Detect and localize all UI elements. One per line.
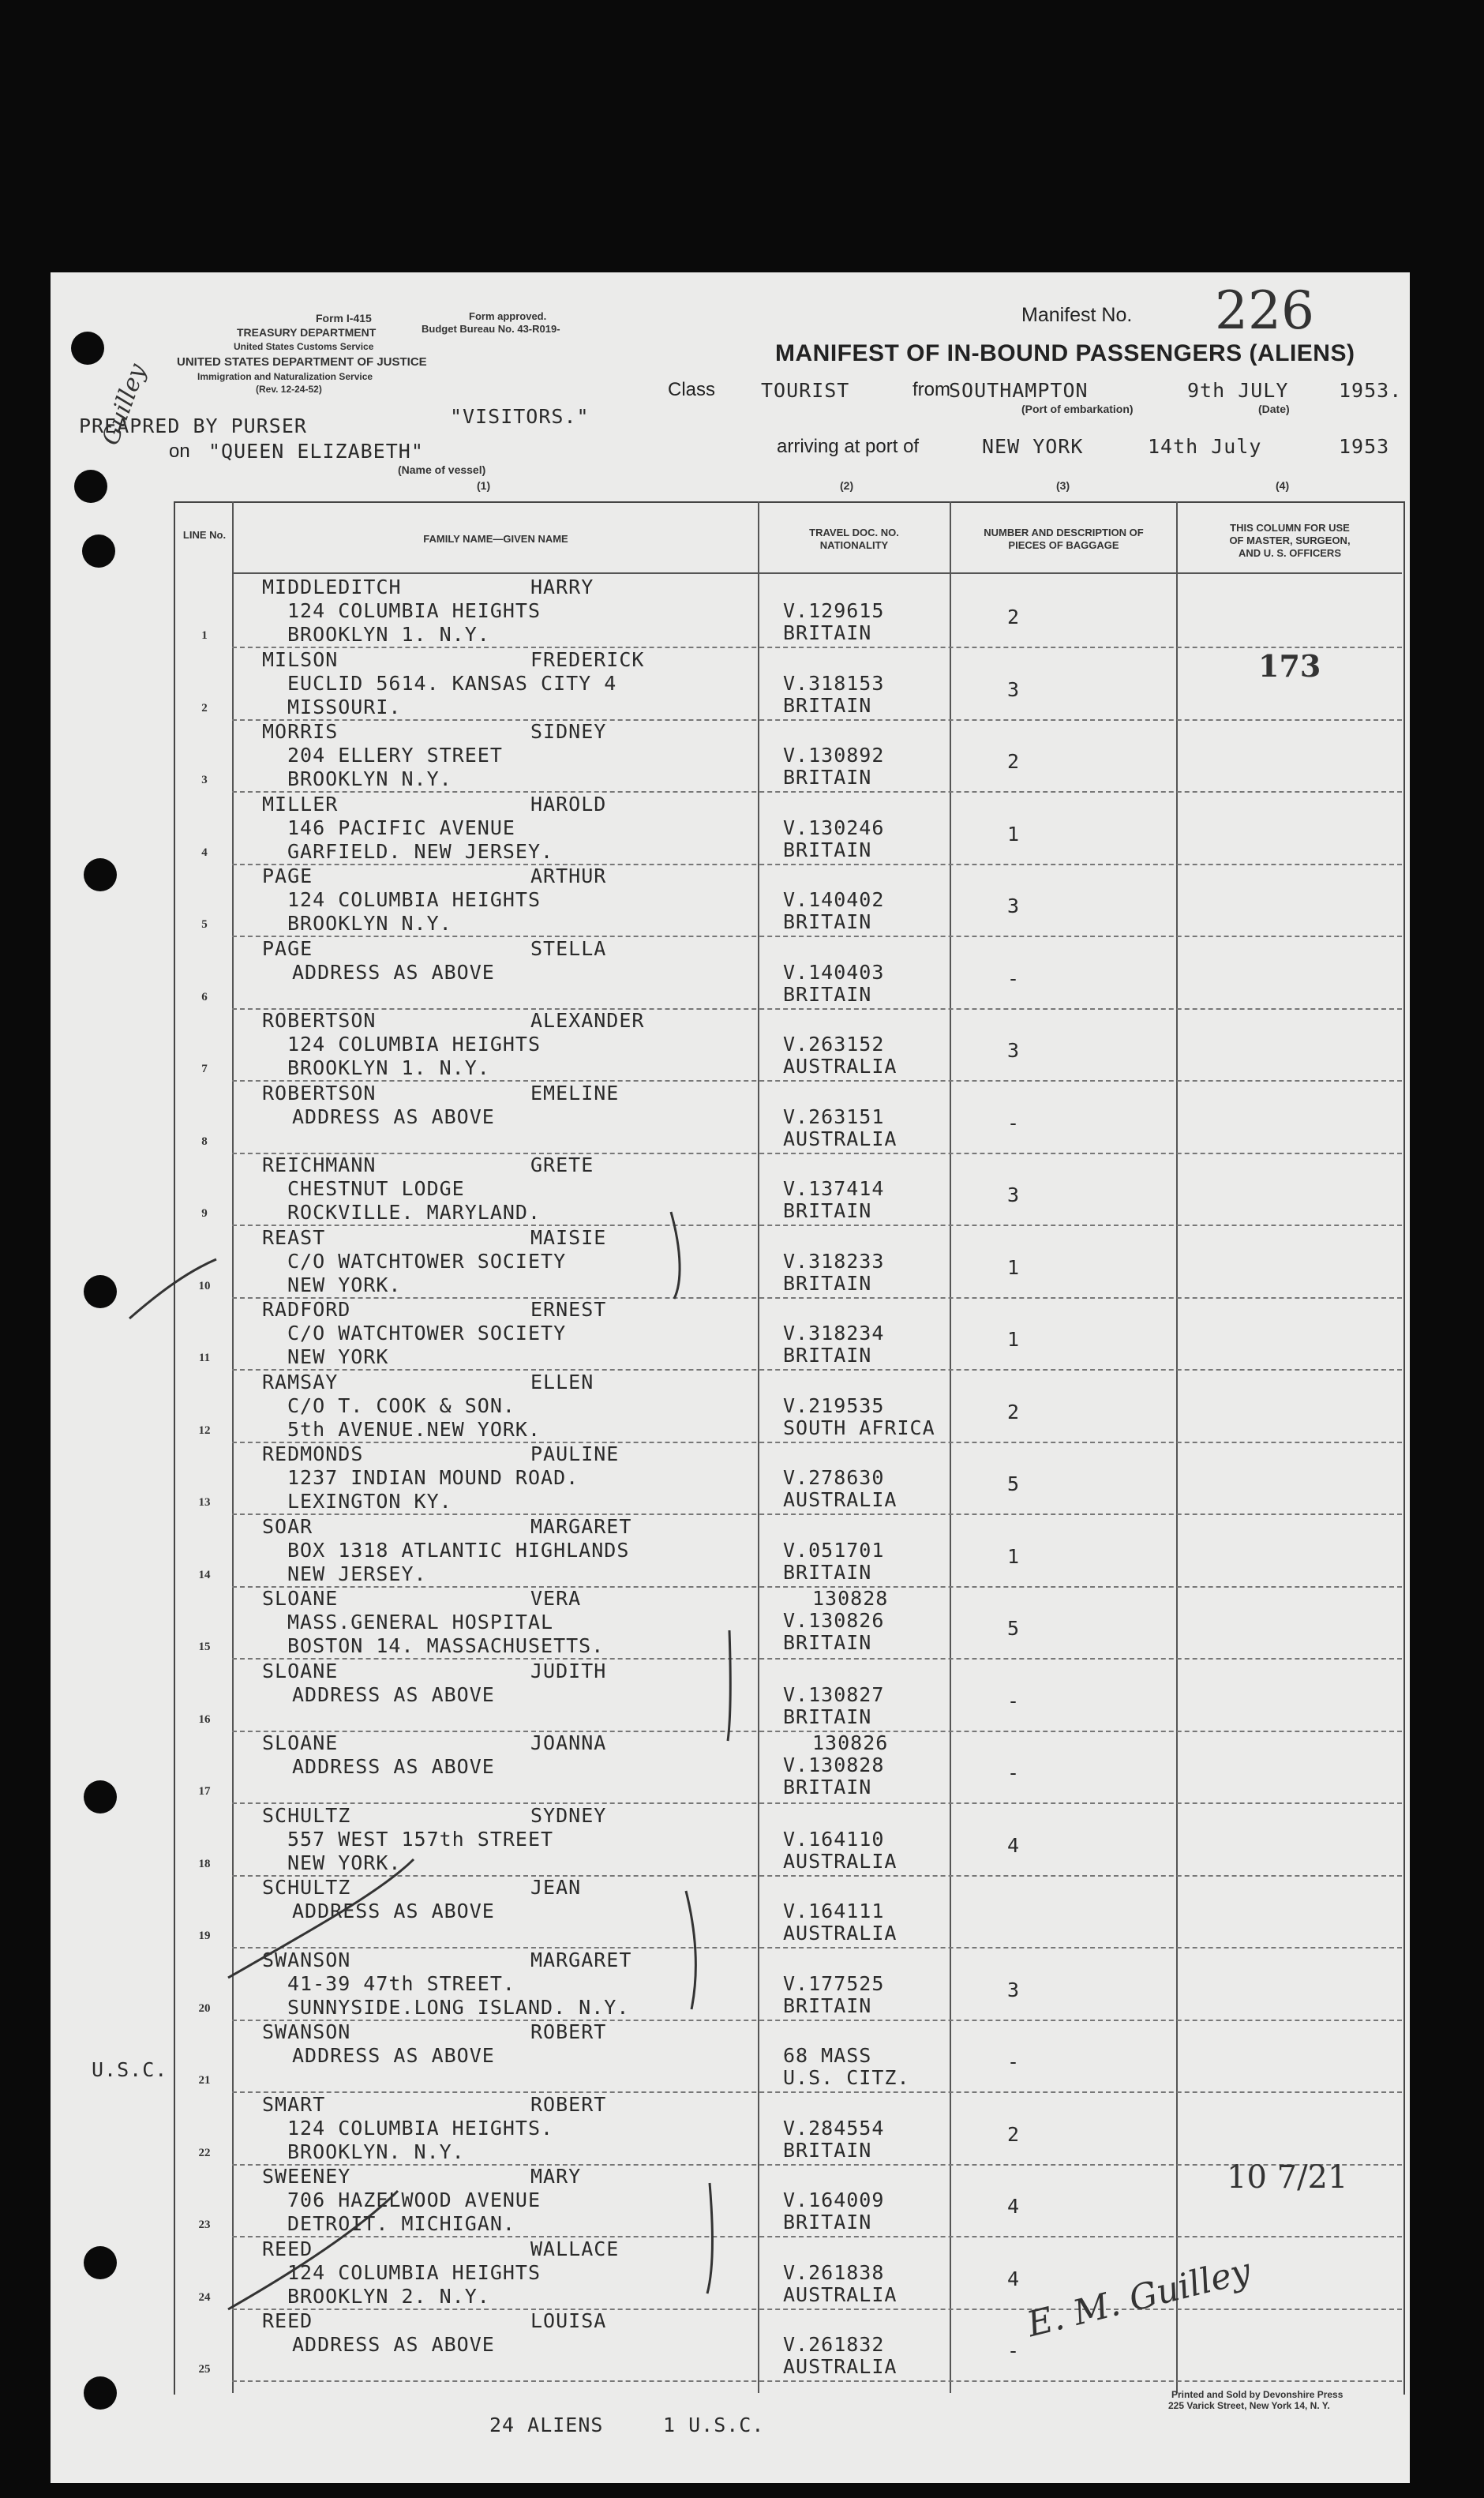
travel-doc-number: V.261832: [783, 2333, 885, 2356]
manifest-title: MANIFEST OF IN-BOUND PASSENGERS (ALIENS): [775, 340, 1355, 366]
baggage-count: 2: [1007, 750, 1021, 773]
line-number: 1: [201, 629, 208, 642]
printer-line-2: 225 Varick Street, New York 14, N. Y.: [1168, 2400, 1330, 2411]
arrival-port: NEW YORK: [982, 435, 1084, 458]
tick-mark: [707, 2183, 712, 2294]
travel-doc-number: V.263151: [783, 1105, 885, 1128]
given-name: HAROLD: [530, 793, 607, 816]
given-name: EMELINE: [530, 1082, 620, 1105]
address-line: EUCLID 5614. KANSAS CITY 4: [287, 672, 617, 695]
address-line: BROOKLYN N.Y.: [287, 767, 452, 790]
family-name: MORRIS: [262, 720, 339, 743]
check-mark: [228, 2191, 398, 2309]
usc-margin-note: U.S.C.: [92, 2058, 168, 2081]
baggage-count: 5: [1007, 1617, 1021, 1640]
doc-correction: 130828: [812, 1587, 889, 1610]
col-num-2: (2): [840, 479, 854, 492]
address-line: MISSOURI.: [287, 696, 402, 718]
address-line: MASS.GENERAL HOSPITAL: [287, 1611, 554, 1633]
travel-doc-number: V.051701: [783, 1539, 885, 1562]
col-num-4: (4): [1276, 479, 1290, 492]
nationality: BRITAIN: [783, 766, 872, 789]
col-header-nationality: NATIONALITY: [819, 539, 889, 551]
line-number: 12: [198, 1424, 211, 1437]
line-number: 10: [198, 1280, 211, 1292]
baggage-count: -: [1007, 2050, 1021, 2073]
travel-doc-number: V.164111: [783, 1900, 885, 1922]
line-number: 6: [201, 991, 208, 1003]
given-name: ROBERT: [530, 2020, 607, 2043]
family-name: SCHULTZ: [262, 1804, 351, 1827]
on-label: on: [169, 441, 190, 462]
given-name: VERA: [530, 1587, 582, 1610]
address-line: CHESTNUT LODGE: [287, 1177, 465, 1200]
given-name: SYDNEY: [530, 1804, 607, 1827]
nationality: BRITAIN: [783, 2139, 872, 2162]
nationality: BRITAIN: [783, 1705, 872, 1728]
printer-line-1: Printed and Sold by Devonshire Press: [1171, 2389, 1343, 2400]
family-name: RADFORD: [262, 1298, 351, 1321]
nationality: AUSTRALIA: [783, 2355, 898, 2378]
handwritten-marks: [51, 272, 1410, 2483]
address-line: 124 COLUMBIA HEIGHTS: [287, 2261, 542, 2284]
address-line: 706 HAZELWOOD AVENUE: [287, 2189, 542, 2211]
travel-doc-number: V.263152: [783, 1033, 885, 1056]
travel-doc-number: V.177525: [783, 1972, 885, 1995]
address-line: BROOKLYN 1. N.Y.: [287, 1056, 490, 1079]
manifest-number: 226: [1215, 280, 1314, 341]
address-line: DETROIT. MICHIGAN.: [287, 2212, 515, 2235]
travel-doc-number: V.137414: [783, 1177, 885, 1200]
travel-doc-number: V.318153: [783, 672, 885, 695]
address-line: 1237 INDIAN MOUND ROAD.: [287, 1466, 579, 1489]
line-number: 15: [198, 1641, 211, 1653]
totals-aliens: 24 ALIENS: [489, 2414, 604, 2436]
col-header-baggage-2: PIECES OF BAGGAGE: [1008, 539, 1119, 551]
address-line: NEW YORK.: [287, 1851, 402, 1874]
address-line: C/O T. COOK & SON.: [287, 1394, 515, 1417]
nationality: BRITAIN: [783, 1344, 872, 1367]
line-number: 20: [198, 2002, 211, 2015]
given-name: LOUISA: [530, 2309, 607, 2332]
line-number: 21: [198, 2074, 211, 2087]
address-line: 204 ELLERY STREET: [287, 744, 503, 767]
check-mark: [228, 1859, 414, 1978]
travel-doc-number: V.140403: [783, 961, 885, 984]
inspector-signature: E. M. Guilley: [1023, 2250, 1255, 2346]
baggage-count: 3: [1007, 895, 1021, 917]
baggage-count: 2: [1007, 2123, 1021, 2146]
given-name: WALLACE: [530, 2237, 620, 2260]
line-number: 22: [198, 2147, 211, 2159]
given-name: SIDNEY: [530, 720, 607, 743]
arriving-label: arriving at port of: [777, 436, 920, 457]
nationality: BRITAIN: [783, 694, 872, 717]
line-number: 16: [198, 1713, 211, 1726]
nationality: U.S. CITZ.: [783, 2066, 910, 2089]
baggage-count: 3: [1007, 678, 1021, 701]
customs-service: United States Customs Service: [234, 341, 374, 352]
travel-doc-number: V.318233: [783, 1250, 885, 1273]
line-number: 3: [201, 774, 208, 786]
travel-doc-number: V.130828: [783, 1753, 885, 1776]
col-header-officers-3: AND U. S. OFFICERS: [1238, 547, 1341, 559]
nationality: BRITAIN: [783, 1776, 872, 1798]
given-name: MAISIE: [530, 1226, 607, 1249]
address-line: ADDRESS AS ABOVE: [292, 1105, 495, 1128]
family-name: REICHMANN: [262, 1153, 377, 1176]
given-name: PAULINE: [530, 1442, 620, 1465]
col-num-1: (1): [477, 479, 491, 492]
baggage-count: -: [1007, 967, 1021, 990]
given-name: JUDITH: [530, 1660, 607, 1682]
from-label: from: [913, 379, 950, 400]
line-number: 8: [201, 1135, 208, 1148]
travel-doc-number: V.284554: [783, 2117, 885, 2140]
baggage-count: 2: [1007, 1401, 1021, 1423]
baggage-count: 3: [1007, 1979, 1021, 2001]
form-approved: Form approved.: [469, 310, 547, 322]
given-name: GRETE: [530, 1153, 594, 1176]
baggage-count: 2: [1007, 606, 1021, 628]
address-line: LEXINGTON KY.: [287, 1490, 452, 1513]
address-line: ADDRESS AS ABOVE: [292, 1900, 495, 1922]
line-number: 25: [198, 2363, 211, 2376]
family-name: REDMONDS: [262, 1442, 364, 1465]
address-line: BOX 1318 ATLANTIC HIGHLANDS: [287, 1539, 630, 1562]
port-embarkation-caption: (Port of embarkation): [1021, 403, 1134, 415]
baggage-count: 4: [1007, 1834, 1021, 1857]
line-number: 18: [198, 1858, 211, 1870]
nationality: BRITAIN: [783, 1199, 872, 1222]
travel-doc-number: V.318234: [783, 1322, 885, 1345]
address-line: ADDRESS AS ABOVE: [292, 2333, 495, 2356]
address-line: ADDRESS AS ABOVE: [292, 1683, 495, 1706]
family-name: REED: [262, 2309, 313, 2332]
address-line: 5th AVENUE.NEW YORK.: [287, 1418, 542, 1441]
family-name: SWANSON: [262, 1949, 351, 1971]
col-header-officers-2: OF MASTER, SURGEON,: [1229, 534, 1351, 546]
family-name: SLOANE: [262, 1660, 339, 1682]
address-line: BROOKLYN. N.Y.: [287, 2140, 465, 2163]
handwritten-date: 10 7/21: [1227, 2159, 1348, 2196]
baggage-count: 1: [1007, 1545, 1021, 1568]
family-name: SCHULTZ: [262, 1876, 351, 1899]
baggage-count: 3: [1007, 1039, 1021, 1062]
line-number: 23: [198, 2219, 211, 2231]
given-name: ALEXANDER: [530, 1009, 645, 1032]
given-name: ELLEN: [530, 1371, 594, 1393]
given-name: STELLA: [530, 937, 607, 960]
travel-doc-number: V.164110: [783, 1828, 885, 1851]
address-line: BROOKLYN 1. N.Y.: [287, 623, 490, 646]
travel-doc-number: V.140402: [783, 888, 885, 911]
travel-doc-number: V.130826: [783, 1609, 885, 1632]
nationality: BRITAIN: [783, 1994, 872, 2017]
given-name: FREDERICK: [530, 648, 645, 671]
given-name: JOANNA: [530, 1731, 607, 1754]
nationality: AUSTRALIA: [783, 1850, 898, 1873]
family-name: ROBERTSON: [262, 1082, 377, 1105]
address-line: C/O WATCHTOWER SOCIETY: [287, 1322, 567, 1345]
family-name: SMART: [262, 2093, 326, 2116]
stray-mark: [129, 1259, 216, 1318]
tick-mark: [686, 1891, 695, 2009]
manifest-no-label: Manifest No.: [1021, 304, 1133, 326]
nationality: AUSTRALIA: [783, 1055, 898, 1078]
address-line: NEW JERSEY.: [287, 1562, 427, 1585]
col-header-baggage-1: NUMBER AND DESCRIPTION OF: [984, 527, 1144, 538]
margin-signature: Guilley: [96, 360, 152, 449]
given-name: ARTHUR: [530, 865, 607, 887]
totals-usc: 1 U.S.C.: [663, 2414, 765, 2436]
baggage-count: 5: [1007, 1472, 1021, 1495]
address-line: NEW YORK: [287, 1345, 389, 1368]
manifest-sheet: [51, 272, 1410, 2483]
family-name: RAMSAY: [262, 1371, 339, 1393]
line-number: 7: [201, 1063, 208, 1075]
travel-doc-number: V.130892: [783, 744, 885, 767]
address-line: ADDRESS AS ABOVE: [292, 961, 495, 984]
travel-doc-number: V.130827: [783, 1683, 885, 1706]
given-name: MARGARET: [530, 1949, 632, 1971]
justice-dept: UNITED STATES DEPARTMENT OF JUSTICE: [177, 355, 427, 369]
given-name: JEAN: [530, 1876, 582, 1899]
date-caption: (Date): [1258, 403, 1290, 415]
travel-doc-number: V.278630: [783, 1466, 885, 1489]
given-name: ROBERT: [530, 2093, 607, 2116]
col-header-travel-doc: TRAVEL DOC. NO.: [809, 527, 899, 538]
given-name: MARY: [530, 2165, 582, 2188]
nationality: AUSTRALIA: [783, 1922, 898, 1945]
baggage-count: -: [1007, 1690, 1021, 1712]
address-line: 124 COLUMBIA HEIGHTS: [287, 599, 542, 622]
port-embarkation: SOUTHAMPTON: [949, 379, 1089, 402]
address-line: 124 COLUMBIA HEIGHTS.: [287, 2117, 554, 2140]
nationality: BRITAIN: [783, 983, 872, 1006]
travel-doc-number: V.261838: [783, 2261, 885, 2284]
line-number: 13: [198, 1496, 211, 1509]
baggage-count: 1: [1007, 823, 1021, 846]
visitors-label: "VISITORS.": [450, 405, 590, 428]
col-header-name: FAMILY NAME—GIVEN NAME: [423, 533, 568, 545]
travel-doc-number: V.164009: [783, 2189, 885, 2211]
departure-year: 1953.: [1339, 379, 1403, 402]
line-number: 2: [201, 702, 208, 715]
nationality: BRITAIN: [783, 1631, 872, 1654]
address-line: 557 WEST 157th STREET: [287, 1828, 554, 1851]
address-line: NEW YORK.: [287, 1273, 402, 1296]
address-line: C/O WATCHTOWER SOCIETY: [287, 1250, 567, 1273]
baggage-count: -: [1007, 1112, 1021, 1135]
travel-doc-number: V.130246: [783, 816, 885, 839]
baggage-count: 1: [1007, 1256, 1021, 1279]
address-line: SUNNYSIDE.LONG ISLAND. N.Y.: [287, 1996, 630, 2019]
nationality: BRITAIN: [783, 838, 872, 861]
line-number: 17: [198, 1785, 211, 1798]
line-number: 11: [198, 1352, 211, 1364]
nationality: AUSTRALIA: [783, 2283, 898, 2306]
address-line: 146 PACIFIC AVENUE: [287, 816, 515, 839]
line-number: 19: [198, 1930, 211, 1942]
address-line: ADDRESS AS ABOVE: [292, 2044, 495, 2067]
address-line: BROOKLYN 2. N.Y.: [287, 2285, 490, 2308]
family-name: REAST: [262, 1226, 326, 1249]
nationality: BRITAIN: [783, 1561, 872, 1584]
travel-doc-number: 68 MASS: [783, 2044, 872, 2067]
prepared-by: PREAPRED BY PURSER: [79, 414, 307, 437]
family-name: ROBERTSON: [262, 1009, 377, 1032]
departure-date: 9th JULY: [1187, 379, 1289, 402]
given-name: ERNEST: [530, 1298, 607, 1321]
address-line: 124 COLUMBIA HEIGHTS: [287, 1033, 542, 1056]
travel-doc-number: V.129615: [783, 599, 885, 622]
col-header-officers-1: THIS COLUMN FOR USE: [1230, 522, 1350, 534]
tick-mark: [728, 1630, 730, 1741]
baggage-count: 3: [1007, 1183, 1021, 1206]
col-num-3: (3): [1056, 479, 1070, 492]
family-name: SLOANE: [262, 1731, 339, 1754]
line-number: 4: [201, 846, 208, 859]
nationality: BRITAIN: [783, 2211, 872, 2234]
vessel-name: "QUEEN ELIZABETH": [208, 440, 424, 463]
nationality: SOUTH AFRICA: [783, 1416, 935, 1439]
baggage-count: 4: [1007, 2195, 1021, 2218]
given-name: HARRY: [530, 576, 594, 598]
address-line: BROOKLYN N.Y.: [287, 912, 452, 935]
baggage-count: 4: [1007, 2267, 1021, 2290]
col-header-line-no: LINE No.: [182, 529, 227, 541]
family-name: SOAR: [262, 1515, 313, 1538]
nationality: AUSTRALIA: [783, 1127, 898, 1150]
class-value: TOURIST: [761, 379, 850, 402]
treasury-dept: TREASURY DEPARTMENT: [237, 326, 377, 339]
family-name: REED: [262, 2237, 313, 2260]
tick-mark: [671, 1212, 680, 1299]
ins-service: Immigration and Naturalization Service: [197, 371, 373, 382]
line-number: 5: [201, 918, 208, 931]
baggage-count: -: [1007, 1761, 1021, 1784]
arrival-date: 14th July: [1148, 435, 1262, 458]
class-label: Class: [668, 379, 716, 400]
address-line: 124 COLUMBIA HEIGHTS: [287, 888, 542, 911]
family-name: PAGE: [262, 865, 313, 887]
address-line: 41-39 47th STREET.: [287, 1972, 515, 1995]
address-line: ADDRESS AS ABOVE: [292, 1755, 495, 1778]
family-name: SWANSON: [262, 2020, 351, 2043]
arrival-year: 1953: [1339, 435, 1390, 458]
form-number: Form I-415: [316, 312, 372, 324]
nationality: BRITAIN: [783, 910, 872, 933]
family-name: PAGE: [262, 937, 313, 960]
rev-date: (Rev. 12-24-52): [256, 384, 322, 395]
family-name: MILSON: [262, 648, 339, 671]
nationality: AUSTRALIA: [783, 1488, 898, 1511]
family-name: SLOANE: [262, 1587, 339, 1610]
baggage-count: 1: [1007, 1328, 1021, 1351]
officer-note: 173: [1258, 648, 1321, 684]
budget-bureau: Budget Bureau No. 43-R019-: [422, 323, 560, 335]
line-number: 14: [198, 1569, 211, 1581]
nationality: BRITAIN: [783, 621, 872, 644]
family-name: MIDDLEDITCH: [262, 576, 402, 598]
given-name: MARGARET: [530, 1515, 632, 1538]
travel-doc-number: V.219535: [783, 1394, 885, 1417]
address-line: BOSTON 14. MASSACHUSETTS.: [287, 1634, 605, 1657]
address-line: ROCKVILLE. MARYLAND.: [287, 1201, 542, 1224]
family-name: SWEENEY: [262, 2165, 351, 2188]
vessel-caption: (Name of vessel): [398, 463, 486, 476]
nationality: BRITAIN: [783, 1272, 872, 1295]
family-name: MILLER: [262, 793, 339, 816]
doc-correction: 130826: [812, 1731, 889, 1754]
baggage-count: -: [1007, 2339, 1021, 2362]
address-line: GARFIELD. NEW JERSEY.: [287, 840, 554, 863]
line-number: 24: [198, 2291, 211, 2304]
line-number: 9: [201, 1207, 208, 1220]
